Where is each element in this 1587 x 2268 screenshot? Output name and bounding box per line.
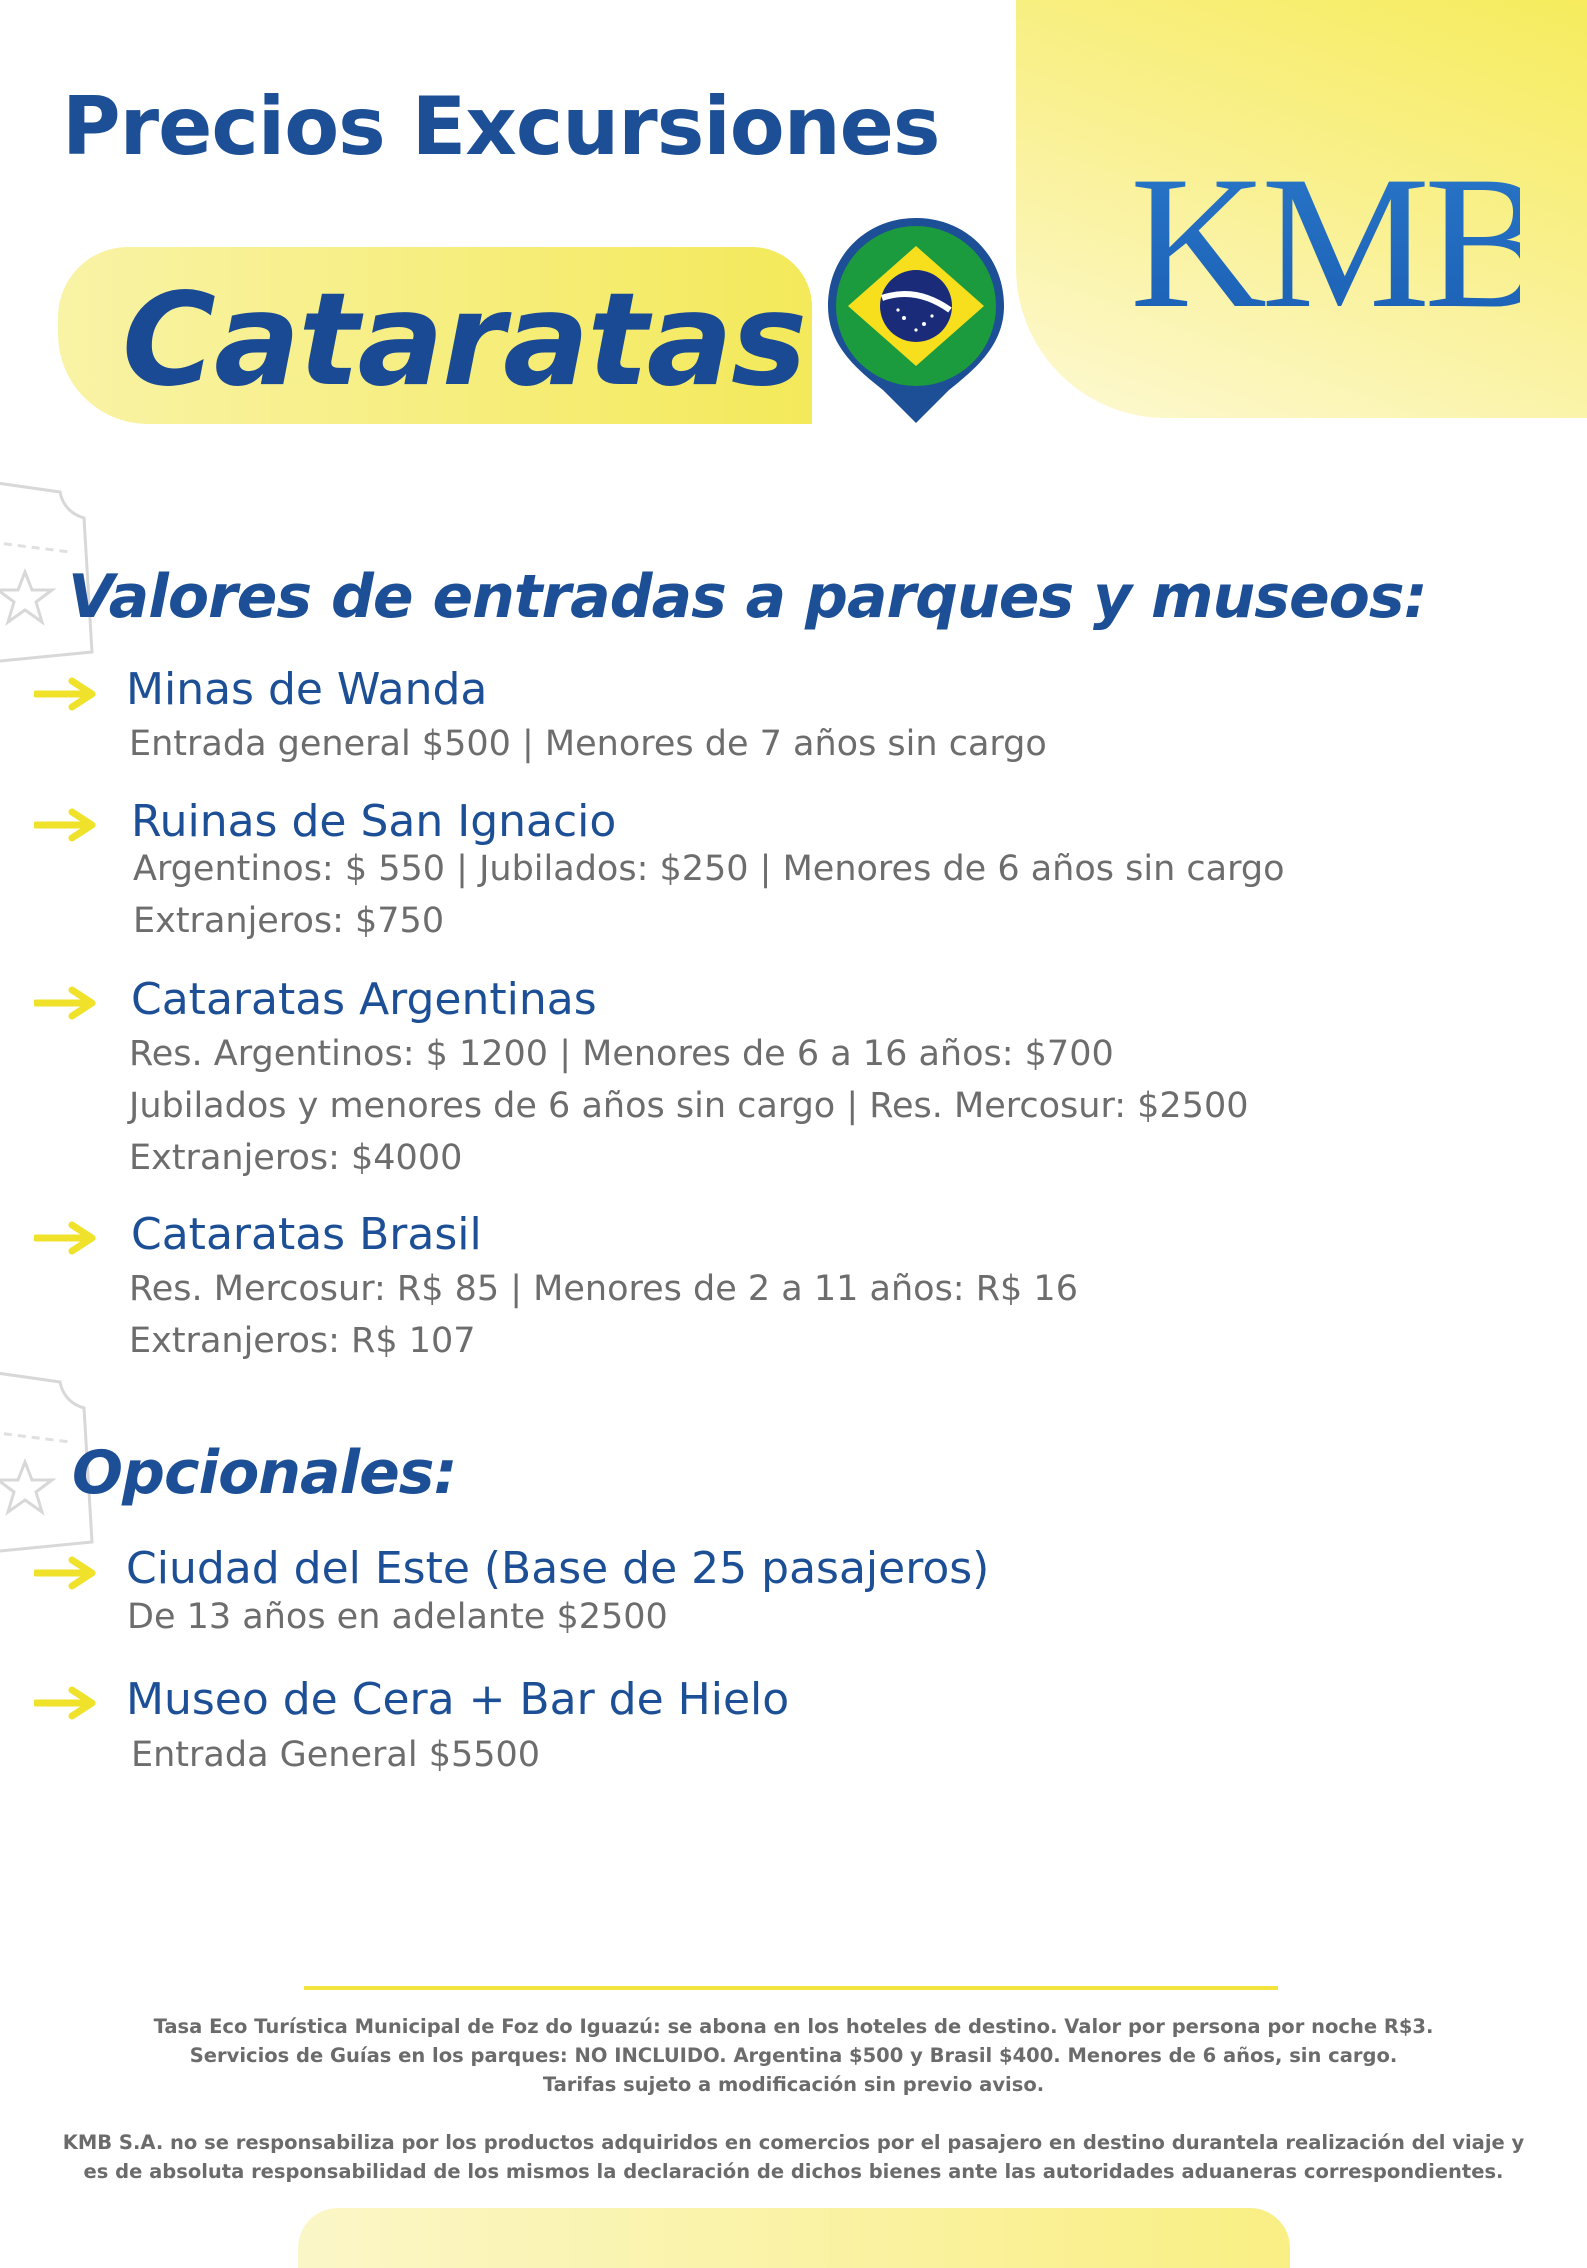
item-title: Cataratas Brasil — [131, 1209, 482, 1260]
footer-note: Servicios de Guías en los parques: NO INCLUIDO. Argentina $500 y Brasil $400. Menores de 6 años, sin cargo. — [189, 2044, 1398, 2067]
page-title: Precios Excursiones — [62, 80, 940, 173]
footer-disclaimer: KMB S.A. no se responsabiliza por los productos adquiridos en comercios por el pasajero en destino durantela realización del viaje y — [62, 2131, 1525, 2154]
item-price-line: De 13 años en adelante $2500 — [127, 1597, 668, 1637]
arrow-right-icon — [34, 1686, 98, 1724]
arrow-right-icon — [34, 808, 98, 846]
item-title: Ciudad del Este (Base de 25 pasajeros) — [126, 1543, 990, 1594]
item-price-line: Jubilados y menores de 6 años sin cargo | Res. Mercosur: $2500 — [129, 1086, 1249, 1126]
item-price-line: Extranjeros: $750 — [133, 901, 445, 941]
item-price-line: Res. Argentinos: $ 1200 | Menores de 6 a 16 años: $700 — [129, 1034, 1114, 1074]
bottom-decoration-bar — [298, 2208, 1290, 2268]
parks-heading: Valores de entradas a parques y museos: — [68, 562, 1427, 632]
item-title: Ruinas de San Ignacio — [131, 796, 617, 847]
kmb-logo — [1130, 158, 1520, 322]
arrow-right-icon — [34, 986, 98, 1024]
footer-divider — [304, 1986, 1278, 1990]
item-price-line: Entrada general $500 | Menores de 7 años sin cargo — [129, 724, 1047, 764]
optionals-heading: Opcionales: — [72, 1438, 457, 1508]
brazil-flag-pin-icon — [828, 218, 1004, 432]
item-price-line: Res. Mercosur: R$ 85 | Menores de 2 a 11 años: R$ 16 — [129, 1269, 1078, 1309]
destination-title: Cataratas — [122, 266, 806, 415]
item-price-line: Extranjeros: R$ 107 — [129, 1321, 476, 1361]
item-price-line: Entrada General $5500 — [131, 1735, 541, 1775]
item-title: Minas de Wanda — [126, 664, 488, 715]
arrow-right-icon — [34, 1556, 98, 1594]
arrow-right-icon — [34, 677, 98, 715]
item-price-line: Argentinos: $ 550 | Jubilados: $250 | Menores de 6 años sin cargo — [133, 849, 1285, 889]
item-title: Cataratas Argentinas — [131, 974, 597, 1025]
svg-text:KMB: KMB — [1130, 158, 1520, 318]
item-price-line: Extranjeros: $4000 — [129, 1138, 463, 1178]
footer-disclaimer: es de absoluta responsabilidad de los mismos la declaración de dichos bienes ante las autoridades aduaneras correspondientes. — [83, 2160, 1504, 2183]
footer-note: Tasa Eco Turística Municipal de Foz do Iguazú: se abona en los hoteles de destino. Valor por persona por noche R$3. — [153, 2015, 1434, 2038]
footer-note: Tarifas sujeto a modificación sin previo aviso. — [542, 2073, 1045, 2096]
arrow-right-icon — [34, 1221, 98, 1259]
item-title: Museo de Cera + Bar de Hielo — [126, 1674, 790, 1725]
